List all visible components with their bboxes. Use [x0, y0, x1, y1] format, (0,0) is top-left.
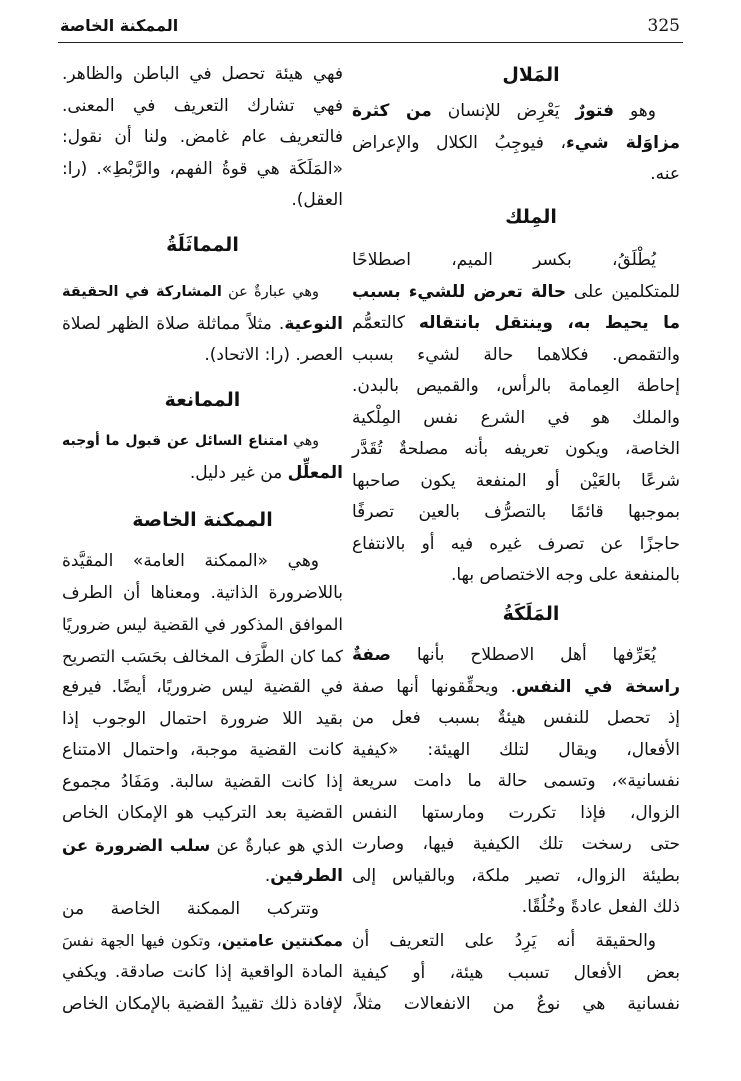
bold-text-run: حالة تعرض للشيء بسبب: [352, 281, 567, 302]
text-run: بطيئة الزوال، تصير ملكة، وبالقياس إلى: [352, 865, 680, 886]
paragraph: [352, 640, 680, 924]
text-run: والملك هو في الشرع نفس المِلْكية: [352, 407, 680, 428]
text-line: [352, 96, 680, 128]
text-line: [62, 59, 343, 91]
text-run: «المَلَكَة هي قوةُ الفهم، والرَّبْطِ». (را:: [62, 158, 343, 179]
bold-text-run: ما يحيط به، وينتقل بانتقاله: [418, 313, 680, 333]
text-line: [352, 340, 680, 372]
text-run: العصر. (را: الاتحاد).: [204, 345, 343, 365]
text-run: العقل).: [291, 190, 343, 210]
text-line: [62, 309, 343, 341]
paragraph: [62, 426, 343, 489]
page-number: 325: [647, 16, 680, 36]
bold-text-run: المعلِّل: [287, 462, 343, 483]
entry-heading: الممانعة: [164, 389, 241, 411]
text-run: لإفادة ذلك تقييدُ القضية بالإمكان الخاص: [62, 993, 343, 1014]
text-run: شرعًا بالعَيْن أو المنفعة يكون صاحبها: [352, 470, 680, 491]
bold-text-run: مزاوَلة شيء: [566, 132, 680, 153]
text-line: [62, 894, 343, 926]
text-line: [352, 958, 680, 990]
text-line: [352, 798, 680, 830]
text-run: فالتعريف عام غامض. ولنا أن نقول:: [62, 127, 343, 147]
bold-text-run: ممكنتين عامتين: [221, 931, 343, 950]
text-run: نفسانية»، وتسمى حالة ما دامت سريعة: [352, 771, 680, 791]
paragraph: [62, 277, 343, 372]
text-line: [352, 560, 680, 592]
text-run: باللاضرورة الذاتية. ومعناها أن الطرف: [62, 582, 343, 603]
text-line: [62, 957, 343, 989]
text-run: وهو: [614, 101, 656, 121]
bold-text-run: راسخة في النفس: [516, 676, 680, 697]
text-run: . ويحقِّقونها أنها صفة: [352, 676, 517, 697]
paragraph: [352, 245, 680, 592]
text-line: [62, 767, 343, 799]
text-run: حاجزًا عن تصرف غيره فيه أو بالانتفاع: [352, 533, 680, 554]
text-line: [352, 128, 680, 160]
text-run: .: [264, 866, 271, 886]
text-line: [62, 185, 343, 217]
text-run: بعض الأفعال تسبب هيئة، أو كيفية: [352, 962, 680, 983]
text-run: فهي تشارك التعريف في المعنى.: [62, 95, 343, 116]
text-line: [352, 403, 680, 435]
text-run: كما كان الطَّرَف المخالف بحَسَب التصريح: [62, 646, 343, 666]
text-run: كالتعمُّم: [352, 313, 419, 333]
text-run: نفسانية هي نوعٌ من الانفعالات مثلاً،: [352, 994, 680, 1014]
text-line: [352, 245, 680, 277]
text-run: إذ تحصل للنفس هيئةٌ بسبب فعل من: [352, 708, 680, 728]
text-run: بموجبها قائمًا بالتصرُّف بالعين تصرفًا: [352, 502, 680, 522]
text-run: للمتكلمين على: [566, 281, 681, 302]
entry-heading: المَلال: [502, 64, 560, 86]
bold-text-run: المشاركة في الحقيقة: [62, 284, 222, 300]
text-run: الزوال، فإذا تكررت ومارستها النفس: [352, 802, 680, 823]
text-line: [352, 672, 680, 704]
text-run: المادة الواقعية إذا كانت صادقة. ويكفي: [62, 962, 343, 982]
entry-heading: المَلَكَةُ: [502, 603, 560, 625]
text-line: [62, 578, 343, 610]
left-column: [62, 0, 343, 1081]
text-run: بقيد اللا ضرورة احتمال الوجوب إذا: [62, 708, 343, 729]
text-line: [352, 308, 680, 340]
entry-heading: المِلك: [505, 206, 557, 228]
text-line: [62, 122, 343, 154]
text-line: [352, 497, 680, 529]
text-line: [352, 892, 680, 924]
text-line: [352, 434, 680, 466]
text-line: [352, 735, 680, 767]
text-run: بالمنفعة على وجه الاختصاص بها.: [450, 565, 680, 585]
text-run: ، فيوجِبُ الكلال والإعراض: [352, 132, 566, 153]
text-line: [62, 546, 343, 578]
text-run: إحاطة العِمامة بالرأس، والقميص بالبدن.: [352, 376, 680, 396]
entry-heading: الممكنة الخاصة: [132, 509, 273, 531]
text-line: [352, 371, 680, 403]
bold-text-run: الطرفين: [270, 866, 343, 886]
text-run: كانت القضية موجبة، واحتمال الامتناع: [62, 740, 343, 760]
right-column: [352, 0, 680, 1081]
text-run: في القضية ليس ضروريًا، أيضًا. فيرفع: [62, 677, 343, 697]
text-run: وتتركب الممكنة الخاصة من: [62, 899, 319, 919]
paragraph: [352, 926, 680, 1021]
text-line: [62, 704, 343, 736]
entry-heading: المماثَلَةُ: [166, 234, 239, 256]
text-run: فهي هيئة تحصل في الباطن والظاهر.: [62, 64, 343, 84]
text-run: الموافق المذكور في القضية ليس ضروريًا: [62, 615, 343, 634]
text-run: من غير دليل.: [189, 462, 288, 483]
text-run: والتقمص. فكلاهما حالة لشيء بسبب: [352, 344, 680, 365]
text-run: وهي عبارةٌ عن: [221, 284, 320, 300]
text-line: [352, 989, 680, 1021]
text-line: [62, 735, 343, 767]
text-line: [352, 703, 680, 735]
text-run: ذلك الفعل عادةً وخُلُقًا.: [521, 897, 680, 917]
text-run: وهي: [287, 433, 319, 449]
text-line: [352, 861, 680, 893]
text-line: [62, 277, 343, 309]
text-line: [62, 672, 343, 704]
text-line: [352, 159, 680, 191]
text-run: القضية بعد التركيب هو الإمكان الخاص: [62, 803, 343, 823]
text-run: الخاصة، ويكون تعريفه بأنه مصلحةٌ تُقَدَّر: [352, 439, 680, 459]
text-run: عنه.: [650, 164, 680, 184]
text-line: [62, 426, 343, 458]
paragraph: [62, 59, 343, 217]
bold-text-run: سلب الضرورة عن: [62, 835, 211, 855]
text-run: يَعْرِض للإنسان: [431, 101, 576, 121]
text-run: . مثلاً مماثلة صلاة الظهر لصلاة: [62, 313, 285, 334]
paragraph: [352, 96, 680, 191]
text-line: [352, 640, 680, 672]
text-line: [62, 641, 343, 673]
text-line: [62, 926, 343, 958]
text-line: [352, 277, 680, 309]
running-head: الممكنة الخاصة: [60, 16, 179, 35]
bold-text-run: امتناع السائل عن قبول ما أوجبه: [62, 433, 288, 449]
text-line: [62, 609, 343, 641]
paragraph: [62, 546, 343, 893]
text-line: [62, 458, 343, 490]
bold-text-run: من كثرة: [352, 101, 432, 121]
bold-text-run: النوعية: [284, 313, 343, 334]
text-line: [62, 91, 343, 123]
text-run: يُطْلَقُ، بكسر الميم، اصطلاحًا: [352, 250, 656, 270]
text-run: الأفعال، ويقال لتلك الهيئة: «كيفية: [352, 739, 680, 760]
text-run: إذا كانت القضية سالبة. ومَفَادُ مجموع: [62, 771, 343, 792]
bold-text-run: صفةٌ: [352, 645, 391, 665]
text-run: الذي هو عبارةٌ عن: [210, 835, 344, 855]
text-line: [352, 766, 680, 798]
text-line: [62, 154, 343, 186]
text-run: ، وتكون فيها الجهة نفسَ: [62, 931, 222, 950]
text-line: [352, 926, 680, 958]
bold-text-run: فتورٌ: [575, 101, 615, 121]
text-run: والحقيقة أنه يَرِدُ على التعريف أن: [352, 931, 656, 951]
text-line: [62, 861, 343, 893]
text-line: [62, 830, 343, 862]
text-line: [62, 340, 343, 372]
text-run: وهي «الممكنة العامة» المقيَّدة: [62, 551, 319, 571]
text-line: [352, 829, 680, 861]
text-run: حتى رسخت تلك الكيفية فيها، وصارت: [352, 834, 680, 854]
text-run: يُعَرِّفها أهل الاصطلاح بأنها: [390, 645, 656, 665]
text-line: [352, 466, 680, 498]
text-line: [62, 798, 343, 830]
paragraph: [62, 894, 343, 1020]
text-line: [352, 529, 680, 561]
text-line: [62, 989, 343, 1021]
